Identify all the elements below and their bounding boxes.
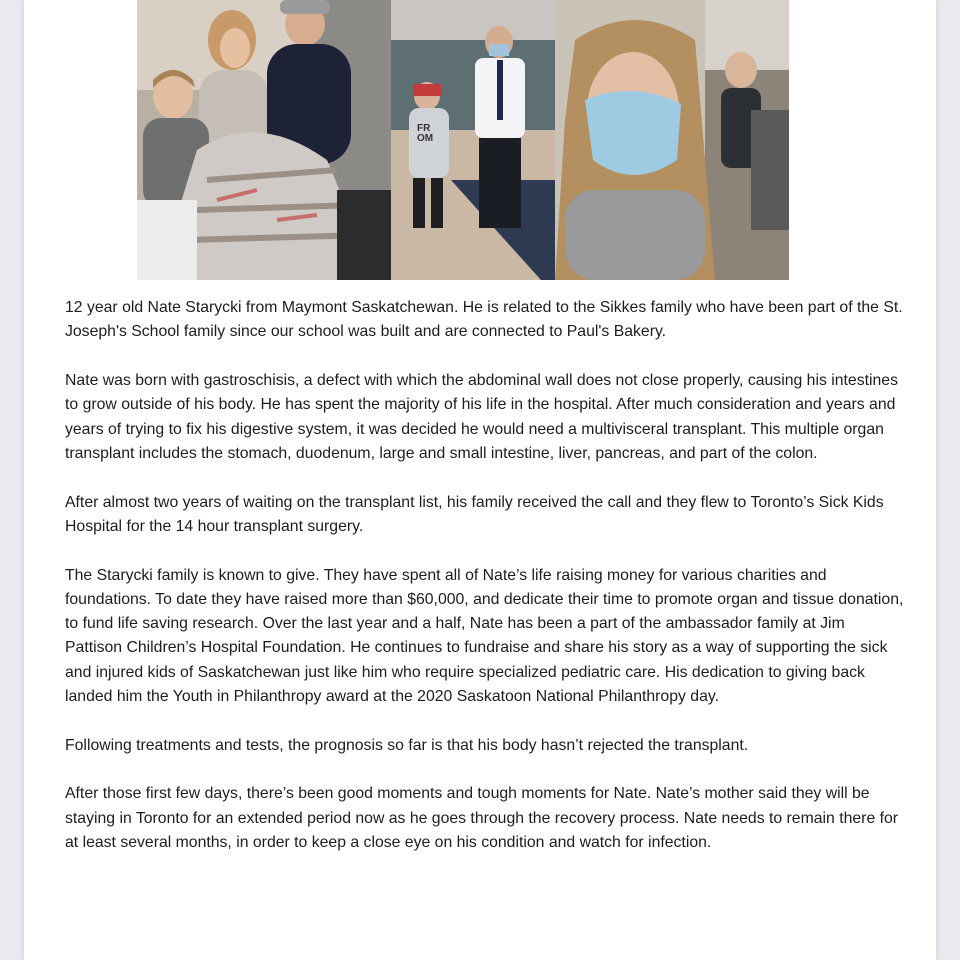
paragraph: After those first few days, there’s been good moments and tough moments for Nate. Nate’s mother said they will be staying in Toronto for an extended period now as he goes through the recovery process. Nate needs to remain there for at least several months, in order to keep a close eye on his condition and watch for infection. bbox=[65, 785, 899, 851]
article-text bbox=[65, 296, 905, 880]
photo-strip bbox=[137, 0, 789, 280]
hospital-bed-family-photo bbox=[137, 0, 391, 280]
document-page bbox=[24, 0, 936, 960]
paragraph: Following treatments and tests, the prognosis so far is that his body hasn’t rejected the transplant. bbox=[65, 736, 749, 754]
paragraph: After almost two years of waiting on the transplant list, his family received the call and they flew to Toronto’s Sick Kids Hospital for the 14 hour transplant surgery. bbox=[65, 493, 884, 535]
paragraph: Nate was born with gastroschisis, a defect with which the abdominal wall does not close properly, causing his intestines to grow outside of his body. He has spent the majority of his life in the hospital. After much consideration and years and years of trying to fix his digestive system, it was decided he would need a multivisceral transplant. This multiple organ transplant includes the stomach, duodenum, large and small intestine, liver, pancreas, and part of the colon. bbox=[65, 371, 898, 462]
paragraph: 12 year old Nate Starycki from Maymont Saskatchewan. He is related to the Sikkes family who have been part of the St. Joseph's School family since our school was built and are connected to Paul's Bakery. bbox=[65, 299, 903, 341]
shirt-text: FR OM bbox=[417, 123, 434, 144]
paragraph: The Starycki family is known to give. They have spent all of Nate’s life raising money for various charities and foundations. To date they have raised more than $60,000, and dedicate their time to promote organ and tissue donation, to fund life saving research. Over the last year and a half, Nate has been a part of the ambassador family at Jim Pattison Children’s Hospital Foundation. He continues to fundraise and share his story as a way of supporting the sick and injured kids of Saskatchewan just like him who require specialized pediatric care. His dedication to giving back landed him the Youth in Philanthropy award at the 2020 Saskatoon National Philanthropy day. bbox=[65, 566, 904, 706]
masked-selfie-photo bbox=[555, 0, 789, 280]
airport-pilot-photo bbox=[391, 0, 555, 280]
